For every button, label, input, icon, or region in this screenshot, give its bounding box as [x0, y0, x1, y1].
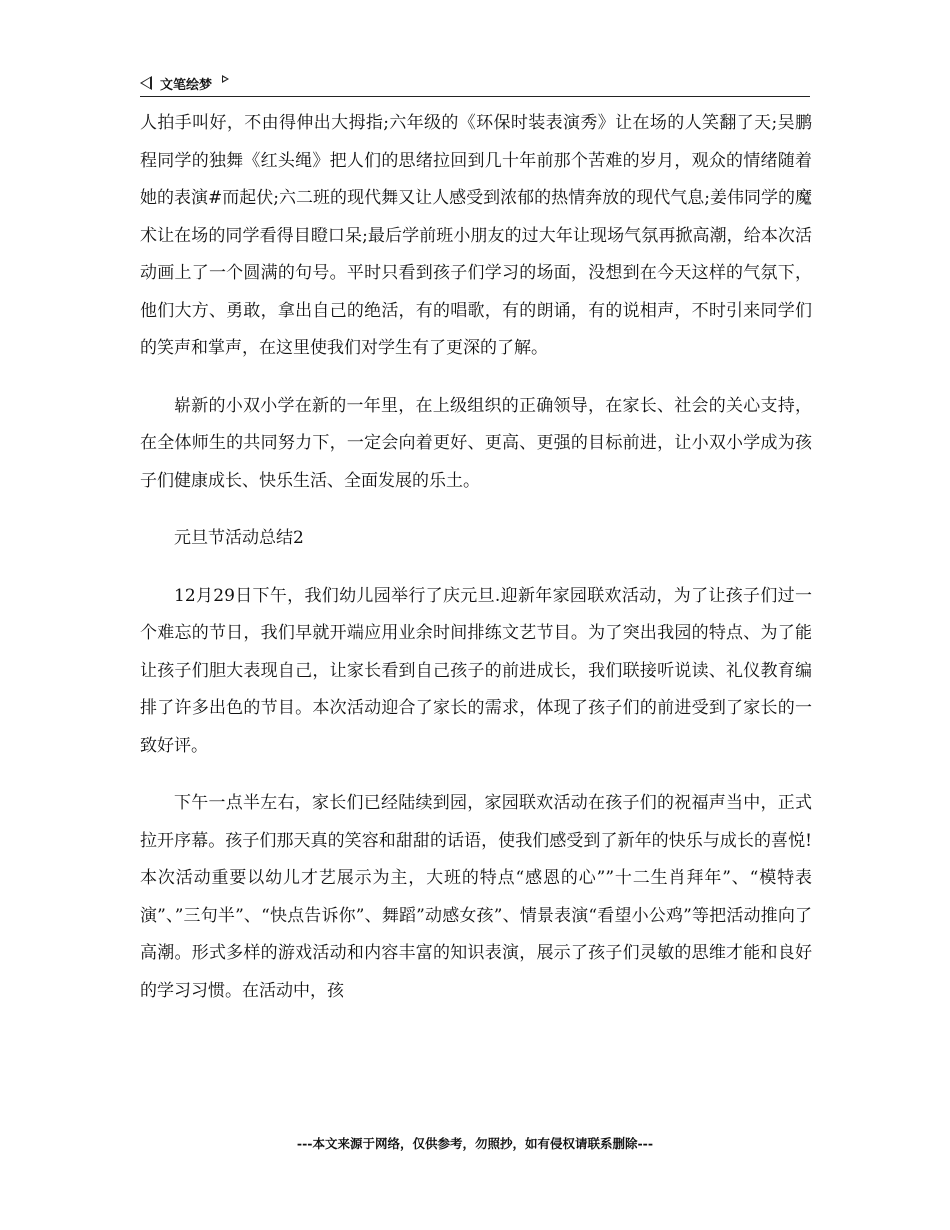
triangle-left-icon	[140, 76, 152, 90]
page-header	[140, 70, 810, 97]
footer-notice: ---本文来源于网络，仅供参考，勿照抄，如有侵权请联系删除---	[296, 1136, 654, 1151]
paragraph-2: 崭新的小双小学在新的一年里，在上级组织的正确领导，在家长、社会的关心支持，在全体师生的共同努力下，一定会向着更好、更高、更强的目标前进，让小双小学成为孩子们健康成长、快乐生活、全面发展的乐土。	[140, 395, 812, 491]
document-body	[140, 105, 812, 1010]
section-heading: 元旦节活动总结2	[174, 528, 304, 548]
paragraph-4: 下午一点半左右，家长们已经陆续到园，家园联欢活动在孩子们的祝福声当中，正式拉开序幕。孩子们那天真的笑容和甜甜的话语，使我们感受到了新年的快乐与成长的喜悦!本次活动重要以幼儿才艺展示为主，大班的特点“感恩的心””十二生肖拜年”、“模特表演”、”三句半”、“快点告诉你”、舞蹈”动感女孩”、情景表演“看望小公鸡”等把活动推向了高潮。形式多样的游戏活动和内容丰富的知识表演，展示了孩子们灵敏的思维才能和良好的学习习惯。在活动中，孩	[140, 793, 812, 1001]
header-title: 文笔绘梦	[160, 77, 213, 93]
paragraph-3: 12月29日下午，我们幼儿园举行了庆元旦.迎新年家园联欢活动，为了让孩子们过一个难忘的节日，我们早就开端应用业余时间排练文艺节目。为了突出我园的特点、为了能让孩子们胆大表现自己，让家长看到自己孩子的前进成长，我们联接听说读、礼仪教育编排了许多出色的节目。本次活动迎合了家长的需求，体现了孩子们的前进受到了家长的一致好评。	[140, 585, 812, 756]
paragraph-1: 人拍手叫好，不由得伸出大拇指;六年级的《环保时装表演秀》让在场的人笑翻了天;吴鹏程同学的独舞《红头绳》把人们的思绪拉回到几十年前那个苦难的岁月，观众的情绪随着她的表演#而起伏;六二班的现代舞又让人感受到浓郁的热情奔放的现代气息;姜伟同学的魔术让在场的同学看得目瞪口呆;最后学前班小朋友的过大年让现场气氛再掀高潮，给本次活动画上了一个圆满的句号。平时只看到孩子们学习的场面，没想到在今天这样的气氛下，他们大方、勇敢，拿出自己的绝活，有的唱歌，有的朗诵，有的说相声，不时引来同学们的笑声和掌声，在这里使我们对学生有了更深的了解。	[140, 113, 812, 358]
triangle-right-icon	[222, 75, 229, 83]
